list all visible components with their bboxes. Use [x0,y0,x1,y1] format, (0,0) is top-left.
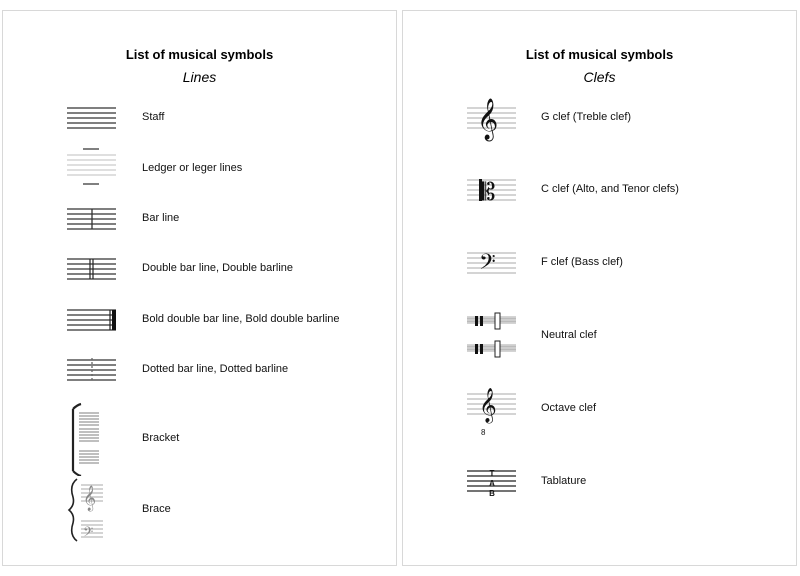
symbol-label: Bar line [142,212,180,224]
list-item [403,461,796,503]
symbol-label: Ledger or leger lines [142,162,243,174]
staff-symbol-icon [61,98,131,138]
symbol-label: Octave clef [541,402,597,414]
list-item [3,98,396,138]
list-item [3,199,396,239]
cclef-symbol-icon [461,170,531,210]
clefs-panel [402,10,797,566]
list-item [403,170,796,210]
symbol-label: G clef (Treble clef) [541,111,632,123]
list-item [3,401,396,476]
tab-letter: A [489,479,495,488]
list-item [3,350,396,390]
neutral-symbol-icon [461,311,531,361]
panel-title: List of musical symbols [125,47,274,62]
panel-subtitle: Lines [182,69,217,85]
list-item [403,93,796,143]
lines-panel [2,10,397,566]
svg-text:𝄢: 𝄢 [479,249,496,279]
symbol-label: Bracket [142,431,180,444]
symbol-label: F clef (Bass clef) [541,256,623,268]
list-item [3,475,396,545]
symbol-label: Staff [142,111,165,123]
symbol-label: Brace [142,503,171,515]
ledger-symbol-icon [61,139,131,199]
svg-text:𝄞: 𝄞 [479,389,497,422]
bar-symbol-icon [61,199,131,239]
brace-symbol-icon [61,475,131,545]
bold-symbol-icon [61,300,131,340]
symbol-label: Double bar line, Double barline [142,262,294,274]
svg-text:𝄡: 𝄡 [482,179,496,206]
symbol-label: Bold double bar line, Bold double barline [142,313,340,325]
dotted-symbol-icon [61,350,131,390]
bracket-symbol-icon [61,401,131,476]
tab-symbol-icon [461,461,531,503]
double-symbol-icon [61,249,131,289]
svg-text:𝄞: 𝄞 [477,98,499,139]
octave-symbol-icon [461,379,531,439]
svg-text:8: 8 [481,428,486,437]
list-item [403,311,796,361]
symbol-label: Dotted bar line, Dotted barline [142,363,289,375]
list-item [3,249,396,289]
list-item [403,379,796,439]
symbol-label: Tablature [541,475,587,487]
svg-text:𝄢: 𝄢 [83,526,94,543]
gclef-symbol-icon [461,93,531,143]
list-item [3,139,396,199]
symbol-label: C clef (Alto, and Tenor clefs) [541,183,679,195]
fclef-symbol-icon [461,243,531,283]
panel-title: List of musical symbols [525,47,674,62]
list-item [3,300,396,340]
symbol-label: Neutral clef [541,329,597,341]
svg-text:𝄞: 𝄞 [83,485,97,510]
tab-letter: T [489,469,495,478]
tab-letter: B [489,489,495,498]
panel-subtitle: Clefs [583,69,616,85]
list-item [403,243,796,283]
